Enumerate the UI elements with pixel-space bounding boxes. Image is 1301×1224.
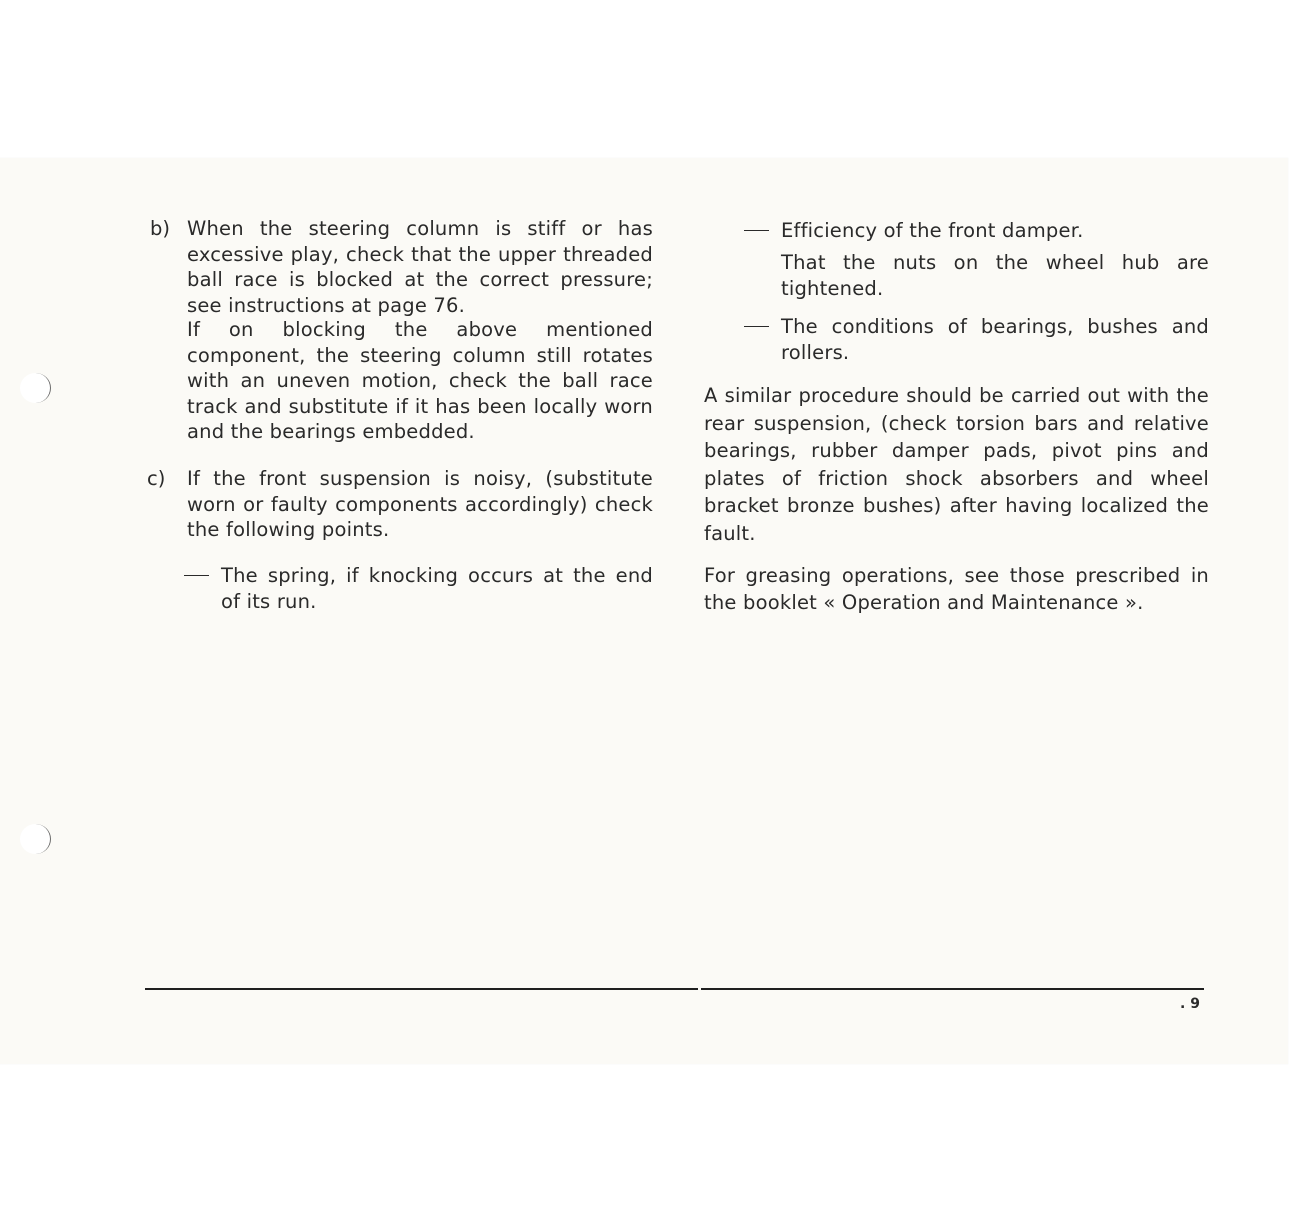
item-b-paragraph-2: If on blocking the above mentioned component, the steering column still rotates with an uneven motion, check the ball race track and substitute if it has been locally worn and the bearings embedded. xyxy=(187,318,653,443)
greasing-paragraph: For greasing operations, see those prescribed in the booklet « Operation and Maintenance ». xyxy=(704,564,1209,614)
rear-suspension-paragraph: A similar procedure should be carried out with the rear suspension, (check torsion bars and relative bearings, rubber damper pads, pivot pins and plates of friction shock absorbers and wheel bracket bronze bushes) after having localized the fault. xyxy=(704,384,1209,545)
spring-check-text: The spring, if knocking occurs at the end of its run. xyxy=(221,564,653,613)
item-b-paragraph-1: When the steering column is stiff or has excessive play, check that the upper threaded ball race is blocked at the correct pressure; see instructions at page 76. xyxy=(187,217,653,317)
damper-check-text: Efficiency of the front damper. xyxy=(781,219,1084,242)
manual-page xyxy=(0,158,1288,1064)
item-b-marker: b) xyxy=(150,217,170,240)
binder-hole-top xyxy=(20,373,51,403)
page-number: . 9 xyxy=(1180,996,1200,1012)
item-c-marker: c) xyxy=(147,467,166,490)
footer-rule-left xyxy=(145,988,698,990)
dash-bullet-damper xyxy=(744,230,769,231)
binder-hole-bottom xyxy=(20,824,51,854)
item-c-text: If the front suspension is noisy, (substitute worn or faulty components accordingly) check the following points. xyxy=(187,467,653,541)
dash-bullet-conditions xyxy=(744,326,769,327)
footer-rule-right xyxy=(701,988,1204,990)
dash-bullet-spring xyxy=(184,575,209,576)
wheel-hub-nuts-text: That the nuts on the wheel hub are tightened. xyxy=(781,251,1209,300)
conditions-check-text: The conditions of bearings, bushes and rollers. xyxy=(781,315,1209,364)
